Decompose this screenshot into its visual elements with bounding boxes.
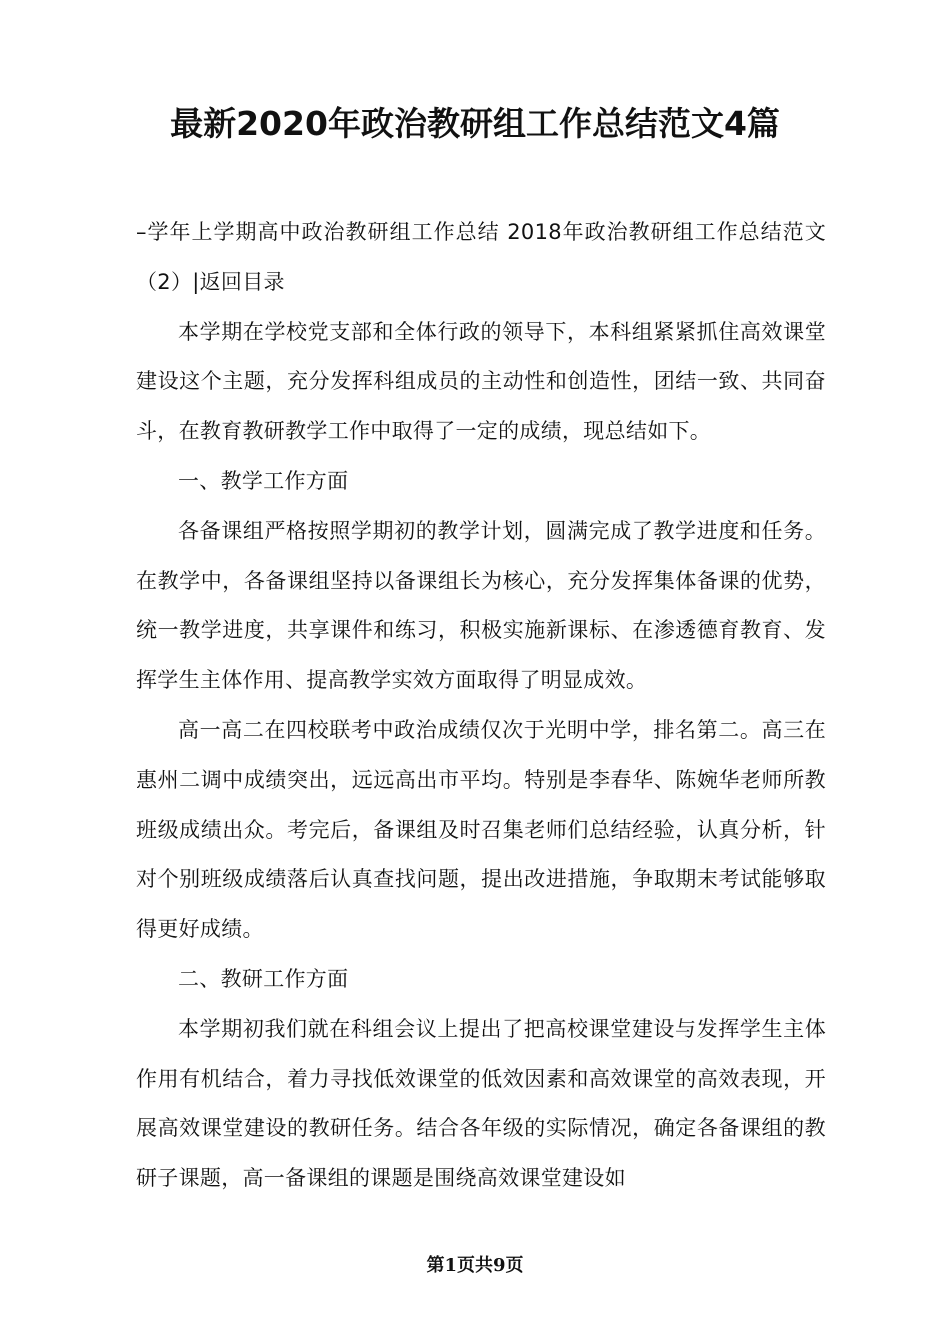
- paragraph: 本学期在学校党支部和全体行政的领导下，本科组紧紧抓住高效课堂建设这个主题，充分发挥科组成员的主动性和创造性，团结一致、共同奋斗，在教育教研教学工作中取得了一定的成绩，现总结如下。: [136, 319, 826, 444]
- intro-line: –学年上学期高中政治教研组工作总结 2018年政治教研组工作总结范文（2）|返回目录: [136, 220, 826, 294]
- paragraph: 本学期初我们就在科组会议上提出了把高校课堂建设与发挥学生主体作用有机结合，着力寻找低效课堂的低效因素和高效课堂的高效表现，开展高效课堂建设的教研任务。结合各年级的实际情况，确定各备课组的教研子课题，高一备课组的课题是围绕高效课堂建设如: [136, 1016, 826, 1191]
- document-body: [136, 208, 826, 1204]
- paragraph: 高一高二在四校联考中政治成绩仅次于光明中学，排名第二。高三在惠州二调中成绩突出，远远高出市平均。特别是李春华、陈婉华老师所教班级成绩出众。考完后，备课组及时召集老师们总结经验，认真分析，针对个别班级成绩落后认真查找问题，提出改进措施，争取期末考试能够取得更好成绩。: [136, 717, 826, 942]
- section-heading: 一、教学工作方面: [178, 468, 349, 493]
- page-number-footer: 第1页共9页: [426, 1255, 524, 1276]
- paragraph: 各备课组严格按照学期初的教学计划，圆满完成了教学进度和任务。在教学中，各备课组坚持以备课组长为核心，充分发挥集体备课的优势，统一教学进度，共享课件和练习，积极实施新课标、在渗透德育教育、发挥学生主体作用、提高教学实效方面取得了明显成效。: [136, 518, 826, 693]
- document-title: 最新2020年政治教研组工作总结范文4篇: [170, 104, 780, 143]
- section-heading: 二、教研工作方面: [178, 966, 349, 991]
